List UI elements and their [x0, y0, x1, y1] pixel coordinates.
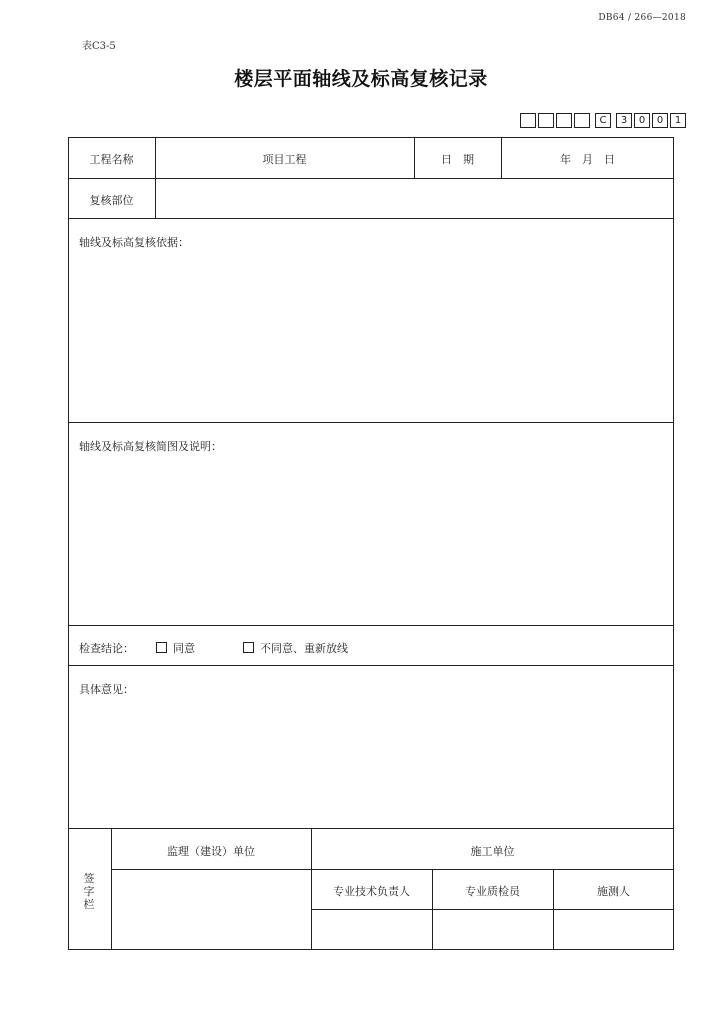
opinion-label: 具体意见： [79, 683, 134, 696]
construction-unit-header: 施工单位 [470, 845, 515, 858]
date-field[interactable]: 年 月 日 [560, 153, 615, 166]
page-title: 楼层平面轴线及标高复核记录 [234, 68, 488, 90]
col-divider [155, 137, 156, 218]
disagree-checkbox[interactable] [243, 642, 254, 653]
code-box: 3 [616, 113, 632, 128]
record-code [520, 113, 686, 128]
agree-option[interactable] [156, 640, 195, 656]
review-basis-label: 轴线及标高复核依据： [79, 236, 189, 249]
quality-inspector-header: 专业质检员 [465, 885, 520, 898]
conclusion-label: 检查结论： [79, 642, 134, 655]
review-part-label: 复核部位 [89, 194, 134, 207]
row-divider [68, 422, 674, 423]
code-box[interactable] [538, 113, 554, 128]
row-divider [68, 665, 674, 666]
col-divider [553, 869, 554, 950]
col-divider [432, 869, 433, 950]
standard-number: DB64 / 266—2018 [598, 13, 686, 23]
sketch-area[interactable] [74, 456, 668, 619]
code-box: 1 [670, 113, 686, 128]
disagree-option[interactable] [243, 640, 348, 656]
code-box[interactable] [520, 113, 536, 128]
supervision-unit-header: 监理（建设）单位 [167, 845, 255, 858]
surveyor-signature-cell[interactable] [555, 911, 672, 948]
row-divider [68, 178, 674, 179]
row-divider [111, 869, 674, 870]
form-number: 表C3-5 [82, 41, 116, 52]
row-divider [68, 828, 674, 829]
row-divider [68, 625, 674, 626]
opinion-area[interactable] [74, 699, 668, 822]
agree-option-label: 同意 [173, 642, 195, 655]
review-part-field[interactable] [160, 192, 670, 206]
project-name-field[interactable]: 项目工程 [262, 153, 307, 166]
code-box: C [595, 113, 611, 128]
date-label: 日 期 [441, 153, 474, 166]
tech-lead-header: 专业技术负责人 [333, 885, 410, 898]
code-box: 0 [652, 113, 668, 128]
code-box: 0 [634, 113, 650, 128]
project-name-label: 工程名称 [89, 153, 134, 166]
row-divider [68, 218, 674, 219]
disagree-option-label: 不同意、重新放线 [260, 642, 348, 655]
code-box[interactable] [574, 113, 590, 128]
sketch-label: 轴线及标高复核简图及说明： [79, 440, 222, 453]
agree-checkbox[interactable] [156, 642, 167, 653]
tech-lead-signature-cell[interactable] [313, 911, 430, 948]
quality-inspector-signature-cell[interactable] [434, 911, 551, 948]
surveyor-header: 施测人 [597, 885, 630, 898]
supervision-signature-cell[interactable] [113, 871, 309, 948]
signature-section-label: 签 字 栏 [83, 872, 95, 911]
row-divider [311, 909, 674, 910]
code-box[interactable] [556, 113, 572, 128]
review-basis-area[interactable] [74, 252, 668, 416]
